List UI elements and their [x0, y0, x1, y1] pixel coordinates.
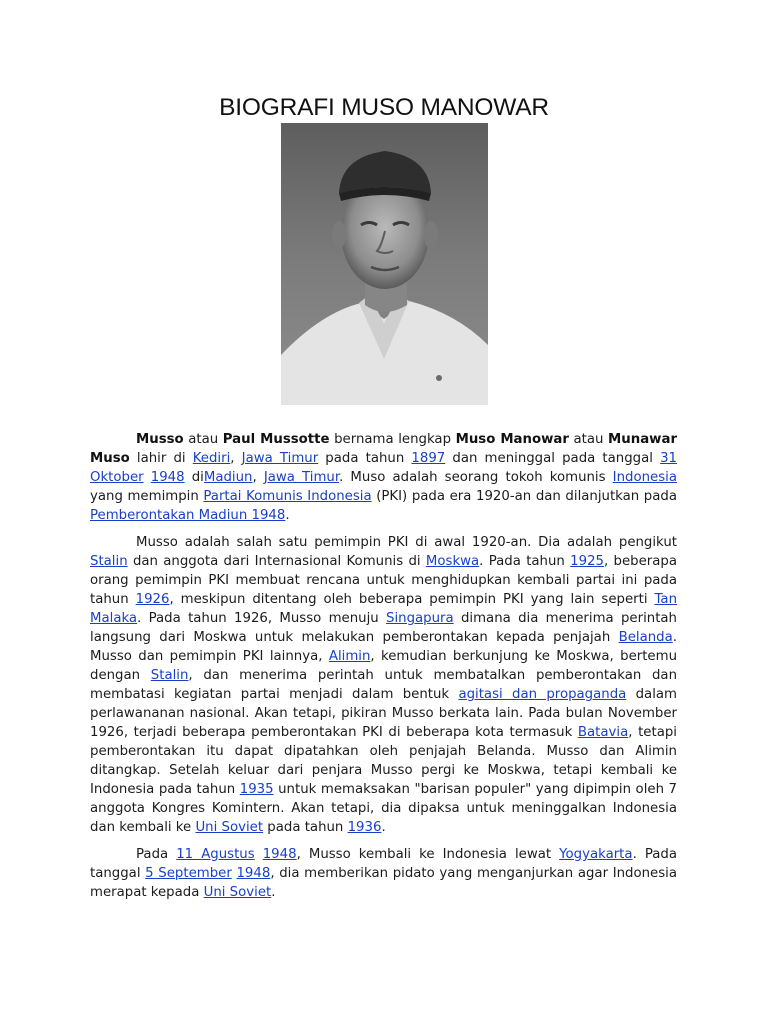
text: , kemudian berkunjung ke Moskwa, bertemu dengan [90, 649, 677, 683]
text: (PKI) pada era 1920-an dan dilanjutkan pada [371, 489, 677, 504]
link-1948[interactable]: 1948 [150, 470, 185, 485]
bold-name: Musso [136, 432, 184, 447]
link-1948[interactable]: 1948 [262, 847, 297, 862]
link-1936[interactable]: 1936 [347, 820, 382, 835]
link-belanda[interactable]: Belanda [618, 630, 673, 645]
bold-name: Munawar Muso [90, 432, 677, 466]
link-indonesia[interactable]: Indonesia [612, 470, 677, 485]
text: . Muso adalah seorang tokoh komunis [339, 470, 613, 485]
text: atau [568, 432, 609, 447]
text: . Pada tahun 1926, Musso menuju [137, 611, 387, 626]
link-yogyakarta[interactable]: Yogyakarta [559, 847, 633, 862]
link-11-agustus[interactable]: 11 Agustus [176, 847, 255, 862]
link-stalin[interactable]: Stalin [150, 668, 189, 683]
link-1926[interactable]: 1926 [135, 592, 170, 607]
text: . Pada tahun [479, 554, 571, 569]
text: . [381, 820, 386, 835]
bold-name: Muso Manowar [455, 432, 569, 447]
link-moskwa[interactable]: Moskwa [425, 554, 480, 569]
text [144, 470, 151, 485]
link-jawa-timur[interactable]: Jawa Timur [241, 451, 319, 466]
link-5-september[interactable]: 5 September [145, 866, 232, 881]
link-31-oktober[interactable]: 31 Oktober [90, 451, 678, 485]
portrait-image [281, 123, 488, 405]
link-uni-soviet[interactable]: Uni Soviet [203, 885, 272, 900]
paragraph-2 [90, 533, 677, 837]
text: , dia memberikan pidato yang menganjurkan agar Indonesia merapat kepada [90, 866, 677, 900]
text: , [252, 470, 264, 485]
link-1925[interactable]: 1925 [570, 554, 604, 569]
text: Musso adalah salah satu pemimpin PKI di awal 1920-an. Dia adalah pengikut [136, 535, 677, 550]
text: , beberapa orang pemimpin PKI membuat rencana untuk menghidupkan kembali partai ini pada tahun [90, 554, 677, 607]
link-1897[interactable]: 1897 [411, 451, 446, 466]
text: , tetapi pemberontakan itu dapat dipatahkan oleh penjajah Belanda. Musso dan Alimin ditangkap. Setelah keluar dari penjara Musso pergi ke Moskwa, tetapi kembali ke Indonesia pada tahun [90, 725, 677, 797]
text: Pada [136, 847, 177, 862]
text: bernama lengkap [329, 432, 456, 447]
paragraph-1 [90, 430, 677, 525]
page-title: BIOGRAFI MUSO MANOWAR [219, 94, 549, 121]
text: pada tahun [263, 820, 348, 835]
portrait-photo [281, 123, 488, 405]
text: , [230, 451, 242, 466]
link-agitasi-dan-propaganda[interactable]: agitasi dan propaganda [458, 687, 627, 702]
text: , Musso kembali ke Indonesia lewat [296, 847, 560, 862]
link-stalin[interactable]: Stalin [90, 554, 128, 569]
text: dan meninggal pada tanggal [445, 451, 661, 466]
text: yang memimpin [90, 489, 204, 504]
link-jawa-timur[interactable]: Jawa Timur [263, 470, 340, 485]
text: , meskipun ditentang oleh beberapa pemimpin PKI yang lain seperti [169, 592, 655, 607]
text: dan anggota dari Internasional Komunis di [127, 554, 426, 569]
link-1935[interactable]: 1935 [239, 782, 274, 797]
text: lahir di [129, 451, 193, 466]
text [255, 847, 263, 862]
text: . Musso dan pemimpin PKI lainnya, [90, 630, 677, 664]
text: di [184, 470, 204, 485]
link-kediri[interactable]: Kediri [192, 451, 231, 466]
link-alimin[interactable]: Alimin [328, 649, 371, 664]
link-uni-soviet[interactable]: Uni Soviet [195, 820, 264, 835]
text: dimana dia menerima perintah langsung dari Moskwa untuk melakukan pemberontakan kepada penjajah [90, 611, 677, 645]
text: pada tahun [318, 451, 412, 466]
bold-name: Paul Mussotte [222, 432, 330, 447]
link-1948[interactable]: 1948 [236, 866, 271, 881]
paragraph-3 [90, 845, 677, 902]
text: . [285, 508, 290, 523]
link-tan-malaka[interactable]: Tan Malaka [90, 592, 677, 626]
text: atau [183, 432, 223, 447]
link-pemberontakan-madiun-1948[interactable]: Pemberontakan Madiun 1948 [90, 508, 286, 523]
text: . Pada tanggal [90, 847, 677, 881]
link-batavia[interactable]: Batavia [577, 725, 629, 740]
link-madiun[interactable]: Madiun [203, 470, 253, 485]
biography-text [90, 430, 677, 910]
link-partai-komunis-indonesia[interactable]: Partai Komunis Indonesia [203, 489, 372, 504]
text: untuk memaksakan "barisan populer" yang dipimpin oleh 7 anggota Kongres Komintern. Akan tetapi, dia dipaksa untuk meninggalkan Indonesia dan kembali ke [90, 782, 677, 835]
text: , dan menerima perintah untuk membatalkan pemberontakan dan membatasi kegiatan partai menjadi dalam bentuk [90, 668, 678, 702]
text: dalam perlawananan nasional. Akan tetapi, pikiran Musso berkata lain. Pada bulan November 1926, terjadi beberapa pemberontakan PKI di beberapa kota termasuk [90, 687, 677, 740]
link-singapura[interactable]: Singapura [386, 611, 454, 626]
text: . [271, 885, 276, 900]
